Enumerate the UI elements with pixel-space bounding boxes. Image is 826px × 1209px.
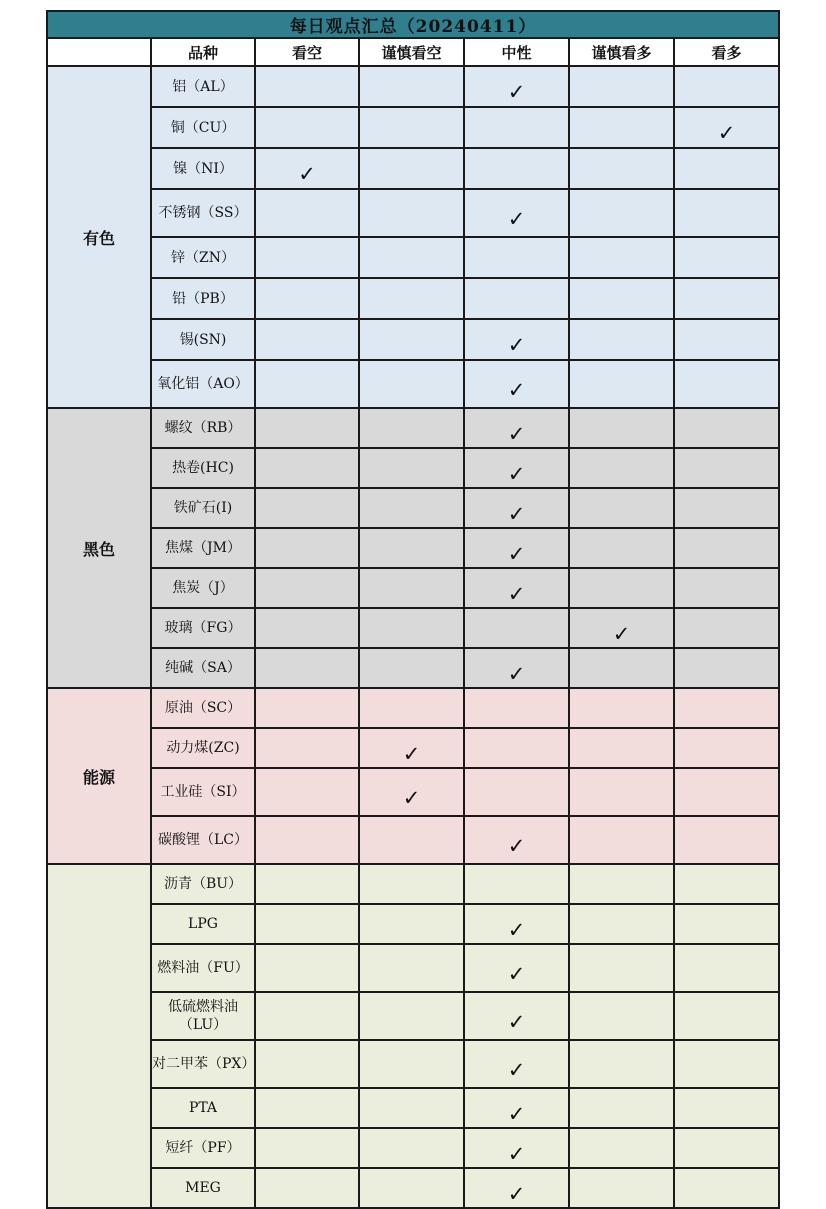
table-row — [47, 319, 779, 360]
variety-name: PTA — [151, 1088, 255, 1128]
view-cell — [674, 448, 779, 488]
view-cell — [359, 1128, 464, 1168]
view-cell — [464, 992, 569, 1040]
view-cell — [359, 568, 464, 608]
views-table — [46, 10, 780, 1209]
check-mark-icon: ✓ — [507, 377, 526, 402]
view-cell — [464, 728, 569, 768]
views-sheet — [46, 10, 778, 1209]
view-cell — [255, 992, 359, 1040]
view-cell — [359, 944, 464, 992]
check-mark-icon: ✓ — [507, 1101, 526, 1126]
view-cell — [255, 1040, 359, 1088]
view-cell — [255, 189, 359, 237]
view-cell — [569, 1168, 674, 1208]
view-cell — [359, 992, 464, 1040]
view-cell — [674, 688, 779, 728]
view-cell — [255, 278, 359, 319]
view-cell — [359, 237, 464, 278]
table-row — [47, 488, 779, 528]
view-cell — [569, 360, 674, 408]
variety-name: 铜（CU） — [151, 107, 255, 148]
view-cell — [359, 728, 464, 768]
view-cell — [359, 66, 464, 107]
variety-name: 铅（PB） — [151, 278, 255, 319]
view-cell — [464, 189, 569, 237]
view-cell — [674, 992, 779, 1040]
check-mark-icon: ✓ — [507, 661, 526, 686]
view-cell — [359, 1168, 464, 1208]
view-cell — [674, 528, 779, 568]
view-cell — [674, 148, 779, 189]
view-cell — [674, 319, 779, 360]
check-mark-icon: ✓ — [402, 741, 421, 766]
view-cell — [359, 360, 464, 408]
column-header: 看多 — [674, 38, 779, 66]
view-cell — [464, 360, 569, 408]
view-cell — [359, 648, 464, 688]
table-row — [47, 1088, 779, 1128]
table-row — [47, 189, 779, 237]
header-blank — [47, 38, 151, 66]
table-row — [47, 1040, 779, 1088]
view-cell — [255, 944, 359, 992]
view-cell — [674, 568, 779, 608]
variety-name: 纯碱（SA） — [151, 648, 255, 688]
view-cell — [255, 816, 359, 864]
view-cell — [569, 148, 674, 189]
table-row — [47, 944, 779, 992]
view-cell — [569, 608, 674, 648]
view-cell — [255, 728, 359, 768]
column-header: 品种 — [151, 38, 255, 66]
check-mark-icon: ✓ — [507, 1009, 526, 1034]
column-header: 谨慎看空 — [359, 38, 464, 66]
view-cell — [569, 107, 674, 148]
sheet-title: 每日观点汇总（20240411） — [47, 11, 779, 38]
header-row — [47, 38, 779, 66]
view-cell — [255, 448, 359, 488]
view-cell — [464, 1088, 569, 1128]
view-cell — [674, 728, 779, 768]
table-row — [47, 360, 779, 408]
view-cell — [569, 408, 674, 448]
view-cell — [255, 904, 359, 944]
view-cell — [569, 319, 674, 360]
variety-name: 热卷(HC) — [151, 448, 255, 488]
view-cell — [464, 1040, 569, 1088]
view-cell — [569, 768, 674, 816]
variety-name: 沥青（BU） — [151, 864, 255, 904]
variety-name: 原油（SC） — [151, 688, 255, 728]
column-header: 看空 — [255, 38, 359, 66]
view-cell — [359, 608, 464, 648]
variety-name: 对二甲苯（PX） — [151, 1040, 255, 1088]
view-cell — [255, 528, 359, 568]
view-cell — [464, 66, 569, 107]
view-cell — [255, 360, 359, 408]
table-row — [47, 278, 779, 319]
variety-name: 焦炭（J） — [151, 568, 255, 608]
view-cell — [569, 816, 674, 864]
table-row — [47, 1128, 779, 1168]
table-row — [47, 816, 779, 864]
table-row — [47, 568, 779, 608]
variety-name: 铝（AL） — [151, 66, 255, 107]
check-mark-icon: ✓ — [507, 1181, 526, 1206]
view-cell — [359, 688, 464, 728]
category-cell: 有色 — [47, 66, 151, 408]
view-cell — [674, 1168, 779, 1208]
view-cell — [569, 944, 674, 992]
variety-name: 锌（ZN） — [151, 237, 255, 278]
view-cell — [464, 768, 569, 816]
view-cell — [674, 107, 779, 148]
view-cell — [255, 107, 359, 148]
view-cell — [464, 944, 569, 992]
view-cell — [255, 688, 359, 728]
view-cell — [359, 1040, 464, 1088]
table-row — [47, 864, 779, 904]
view-cell — [674, 608, 779, 648]
view-cell — [569, 1040, 674, 1088]
view-cell — [464, 488, 569, 528]
category-cell: 能源 — [47, 688, 151, 864]
view-cell — [569, 66, 674, 107]
view-cell — [569, 728, 674, 768]
view-cell — [359, 768, 464, 816]
view-cell — [359, 1088, 464, 1128]
view-cell — [569, 237, 674, 278]
view-cell — [255, 568, 359, 608]
view-cell — [255, 148, 359, 189]
view-cell — [464, 237, 569, 278]
view-cell — [569, 528, 674, 568]
category-cell — [47, 864, 151, 1208]
view-cell — [674, 1128, 779, 1168]
check-mark-icon: ✓ — [507, 421, 526, 446]
view-cell — [674, 278, 779, 319]
check-mark-icon: ✓ — [507, 1057, 526, 1082]
view-cell — [569, 448, 674, 488]
view-cell — [464, 864, 569, 904]
view-cell — [674, 1040, 779, 1088]
view-cell — [569, 1088, 674, 1128]
variety-name: 不锈钢（SS） — [151, 189, 255, 237]
view-cell — [255, 648, 359, 688]
variety-name: 锡(SN) — [151, 319, 255, 360]
check-mark-icon: ✓ — [507, 541, 526, 566]
view-cell — [674, 1088, 779, 1128]
table-row — [47, 688, 779, 728]
view-cell — [569, 648, 674, 688]
check-mark-icon: ✓ — [298, 162, 316, 186]
view-cell — [255, 768, 359, 816]
view-cell — [464, 1168, 569, 1208]
view-cell — [674, 944, 779, 992]
view-cell — [569, 904, 674, 944]
view-cell — [359, 904, 464, 944]
view-cell — [674, 189, 779, 237]
view-cell — [464, 904, 569, 944]
view-cell — [255, 864, 359, 904]
view-cell — [674, 904, 779, 944]
view-cell — [359, 488, 464, 528]
table-row — [47, 768, 779, 816]
view-cell — [464, 648, 569, 688]
view-cell — [674, 648, 779, 688]
variety-name: LPG — [151, 904, 255, 944]
view-cell — [464, 1128, 569, 1168]
view-cell — [359, 148, 464, 189]
variety-name: 玻璃（FG） — [151, 608, 255, 648]
check-mark-icon: ✓ — [507, 961, 526, 986]
variety-name: 镍（NI） — [151, 148, 255, 189]
check-mark-icon: ✓ — [717, 121, 736, 145]
view-cell — [255, 408, 359, 448]
variety-name: 焦煤（JM） — [151, 528, 255, 568]
table-row — [47, 1168, 779, 1208]
check-mark-icon: ✓ — [507, 833, 526, 858]
variety-name: 短纤（PF） — [151, 1128, 255, 1168]
variety-name: 螺纹（RB） — [151, 408, 255, 448]
view-cell — [359, 107, 464, 148]
view-cell — [255, 319, 359, 360]
view-cell — [674, 816, 779, 864]
view-cell — [464, 568, 569, 608]
view-cell — [569, 568, 674, 608]
check-mark-icon: ✓ — [507, 206, 526, 231]
view-cell — [569, 189, 674, 237]
table-row — [47, 608, 779, 648]
view-cell — [674, 488, 779, 528]
check-mark-icon: ✓ — [507, 501, 526, 526]
column-header: 谨慎看多 — [569, 38, 674, 66]
view-cell — [674, 360, 779, 408]
view-cell — [464, 688, 569, 728]
table-row — [47, 648, 779, 688]
view-cell — [464, 528, 569, 568]
view-cell — [359, 319, 464, 360]
view-cell — [464, 608, 569, 648]
view-cell — [359, 408, 464, 448]
view-cell — [464, 107, 569, 148]
table-row — [47, 992, 779, 1040]
table-row — [47, 237, 779, 278]
view-cell — [464, 448, 569, 488]
view-cell — [255, 488, 359, 528]
view-cell — [359, 189, 464, 237]
variety-name: 燃料油（FU） — [151, 944, 255, 992]
view-cell — [464, 148, 569, 189]
view-cell — [464, 319, 569, 360]
check-mark-icon: ✓ — [612, 621, 631, 646]
view-cell — [359, 864, 464, 904]
check-mark-icon: ✓ — [507, 461, 526, 486]
view-cell — [464, 278, 569, 319]
column-header: 中性 — [464, 38, 569, 66]
view-cell — [674, 864, 779, 904]
view-cell — [674, 408, 779, 448]
view-cell — [674, 66, 779, 107]
check-mark-icon: ✓ — [402, 785, 421, 810]
view-cell — [674, 768, 779, 816]
variety-name: 动力煤(ZC) — [151, 728, 255, 768]
variety-name: 氧化铝（AO） — [151, 360, 255, 408]
table-row — [47, 107, 779, 148]
variety-name: MEG — [151, 1168, 255, 1208]
view-cell — [255, 237, 359, 278]
check-mark-icon: ✓ — [507, 581, 526, 606]
table-row — [47, 904, 779, 944]
check-mark-icon: ✓ — [507, 333, 526, 357]
variety-name: 碳酸锂（LC） — [151, 816, 255, 864]
view-cell — [255, 66, 359, 107]
view-cell — [464, 408, 569, 448]
view-cell — [255, 1128, 359, 1168]
view-cell — [569, 1128, 674, 1168]
view-cell — [255, 1168, 359, 1208]
variety-name: 铁矿石(I) — [151, 488, 255, 528]
view-cell — [255, 608, 359, 648]
view-cell — [359, 278, 464, 319]
view-cell — [359, 528, 464, 568]
view-cell — [569, 864, 674, 904]
view-cell — [569, 278, 674, 319]
table-row — [47, 408, 779, 448]
view-cell — [569, 488, 674, 528]
check-mark-icon: ✓ — [507, 1141, 526, 1166]
view-cell — [359, 448, 464, 488]
view-cell — [569, 688, 674, 728]
view-cell — [464, 816, 569, 864]
view-cell — [255, 1088, 359, 1128]
table-body — [47, 38, 779, 1208]
table-row — [47, 528, 779, 568]
view-cell — [569, 992, 674, 1040]
category-cell: 黑色 — [47, 408, 151, 688]
table-row — [47, 448, 779, 488]
table-row — [47, 66, 779, 107]
table-row — [47, 728, 779, 768]
variety-name: 工业硅（SI） — [151, 768, 255, 816]
check-mark-icon: ✓ — [507, 917, 526, 942]
variety-name: 低硫燃料油（LU） — [151, 992, 255, 1040]
view-cell — [674, 237, 779, 278]
view-cell — [359, 816, 464, 864]
table-row — [47, 148, 779, 189]
check-mark-icon: ✓ — [507, 80, 526, 104]
